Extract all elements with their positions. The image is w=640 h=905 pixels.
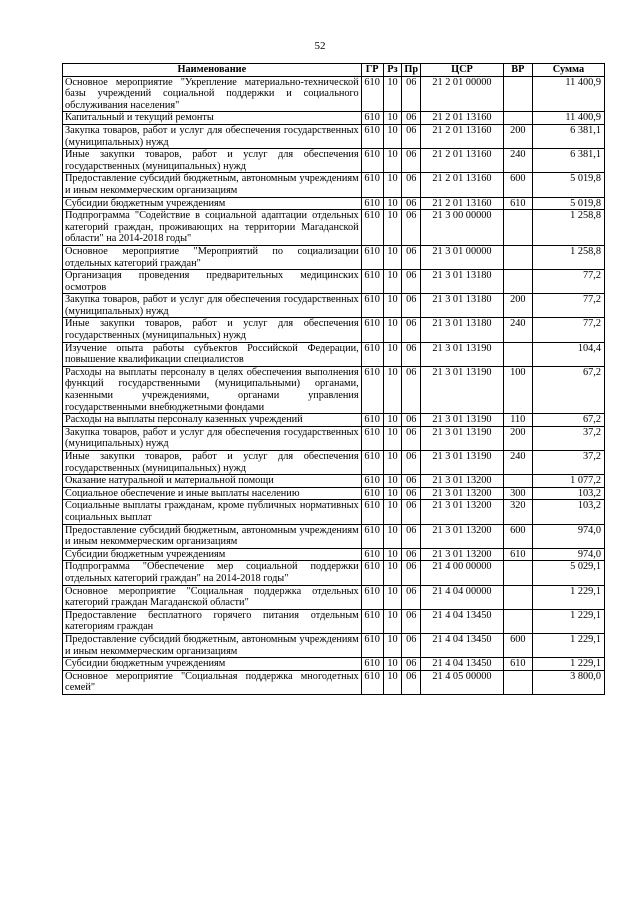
- cell-name: Социальное обеспечение и иные выплаты населению: [63, 487, 362, 500]
- cell-rz: 10: [383, 414, 402, 427]
- cell-rz: 10: [383, 487, 402, 500]
- cell-vr: 610: [503, 197, 532, 210]
- cell-vr: 240: [503, 149, 532, 173]
- cell-pr: 06: [402, 561, 421, 585]
- cell-sum: 1 229,1: [532, 633, 604, 657]
- cell-csr: 21 4 04 13450: [421, 633, 504, 657]
- cell-rz: 10: [383, 294, 402, 318]
- header-name: Наименование: [63, 64, 362, 77]
- table-row: [63, 475, 605, 488]
- cell-csr: 21 3 01 13190: [421, 414, 504, 427]
- cell-sum: 11 400,9: [532, 112, 604, 125]
- cell-rz: 10: [383, 585, 402, 609]
- cell-rz: 10: [383, 124, 402, 148]
- cell-rz: 10: [383, 149, 402, 173]
- cell-sum: 67,2: [532, 414, 604, 427]
- table-row: [63, 366, 605, 413]
- cell-vr: 600: [503, 524, 532, 548]
- page-number: 52: [314, 40, 326, 52]
- table-body: [63, 76, 605, 694]
- cell-gr: 610: [361, 658, 383, 671]
- cell-sum: 1 229,1: [532, 609, 604, 633]
- table-row: [63, 76, 605, 112]
- cell-vr: [503, 475, 532, 488]
- cell-sum: 67,2: [532, 366, 604, 413]
- cell-pr: 06: [402, 112, 421, 125]
- table-row: [63, 414, 605, 427]
- cell-pr: 06: [402, 426, 421, 450]
- cell-sum: 3 800,0: [532, 670, 604, 694]
- cell-name: Предоставление субсидий бюджетным, автономным учреждениям и иным некоммерческим организациям: [63, 633, 362, 657]
- cell-pr: 06: [402, 318, 421, 342]
- cell-pr: 06: [402, 658, 421, 671]
- cell-gr: 610: [361, 585, 383, 609]
- cell-name: Иные закупки товаров, работ и услуг для обеспечения государственных (муниципальных) нужд: [63, 318, 362, 342]
- cell-pr: 06: [402, 366, 421, 413]
- header-pr: Пр: [402, 64, 421, 77]
- cell-sum: 77,2: [532, 294, 604, 318]
- cell-gr: 610: [361, 76, 383, 112]
- table-row: [63, 197, 605, 210]
- cell-gr: 610: [361, 294, 383, 318]
- cell-csr: 21 3 01 13200: [421, 487, 504, 500]
- cell-rz: 10: [383, 366, 402, 413]
- cell-name: Субсидии бюджетным учреждениям: [63, 658, 362, 671]
- cell-vr: [503, 270, 532, 294]
- table-row: [63, 245, 605, 269]
- table-header-row: [63, 64, 605, 77]
- cell-pr: 06: [402, 585, 421, 609]
- table-row: [63, 658, 605, 671]
- cell-name: Закупка товаров, работ и услуг для обеспечения государственных (муниципальных) нужд: [63, 426, 362, 450]
- cell-rz: 10: [383, 451, 402, 475]
- cell-gr: 610: [361, 149, 383, 173]
- header-csr: ЦСР: [421, 64, 504, 77]
- cell-rz: 10: [383, 633, 402, 657]
- cell-vr: [503, 76, 532, 112]
- table-row: [63, 487, 605, 500]
- cell-sum: 5 019,8: [532, 197, 604, 210]
- cell-name: Подпрограмма "Обеспечение мер социальной поддержки отдельных категорий граждан" на 2014-2018 годы": [63, 561, 362, 585]
- header-gr: ГР: [361, 64, 383, 77]
- cell-sum: 5 019,8: [532, 173, 604, 197]
- table-row: [63, 561, 605, 585]
- cell-sum: 6 381,1: [532, 124, 604, 148]
- cell-rz: 10: [383, 475, 402, 488]
- cell-name: Иные закупки товаров, работ и услуг для обеспечения государственных (муниципальных) нужд: [63, 149, 362, 173]
- cell-csr: 21 3 01 00000: [421, 245, 504, 269]
- cell-pr: 06: [402, 633, 421, 657]
- cell-rz: 10: [383, 76, 402, 112]
- cell-pr: 06: [402, 173, 421, 197]
- cell-name: Капитальный и текущий ремонты: [63, 112, 362, 125]
- cell-csr: 21 3 01 13200: [421, 475, 504, 488]
- cell-name: Предоставление субсидий бюджетным, автономным учреждениям и иным некоммерческим организациям: [63, 524, 362, 548]
- cell-vr: [503, 609, 532, 633]
- cell-gr: 610: [361, 270, 383, 294]
- cell-csr: 21 3 01 13190: [421, 366, 504, 413]
- cell-rz: 10: [383, 342, 402, 366]
- table-row: [63, 112, 605, 125]
- cell-pr: 06: [402, 294, 421, 318]
- cell-rz: 10: [383, 500, 402, 524]
- cell-gr: 610: [361, 524, 383, 548]
- table-row: [63, 609, 605, 633]
- cell-sum: 1 229,1: [532, 585, 604, 609]
- cell-vr: 110: [503, 414, 532, 427]
- cell-vr: 610: [503, 658, 532, 671]
- cell-vr: [503, 585, 532, 609]
- cell-gr: 610: [361, 366, 383, 413]
- cell-gr: 610: [361, 414, 383, 427]
- cell-csr: 21 3 01 13200: [421, 524, 504, 548]
- cell-csr: 21 3 01 13180: [421, 318, 504, 342]
- cell-sum: 974,0: [532, 548, 604, 561]
- cell-name: Основное мероприятие "Социальная поддержка отдельных категорий граждан Магаданской области": [63, 585, 362, 609]
- cell-csr: 21 2 01 00000: [421, 76, 504, 112]
- cell-gr: 610: [361, 245, 383, 269]
- table-row: [63, 124, 605, 148]
- table-row: [63, 426, 605, 450]
- cell-gr: 610: [361, 210, 383, 246]
- cell-gr: 610: [361, 342, 383, 366]
- cell-pr: 06: [402, 270, 421, 294]
- cell-pr: 06: [402, 342, 421, 366]
- cell-csr: 21 2 01 13160: [421, 173, 504, 197]
- cell-pr: 06: [402, 609, 421, 633]
- cell-rz: 10: [383, 112, 402, 125]
- table-row: [63, 210, 605, 246]
- cell-pr: 06: [402, 76, 421, 112]
- table-row: [63, 500, 605, 524]
- cell-csr: 21 4 04 13450: [421, 658, 504, 671]
- cell-vr: 600: [503, 173, 532, 197]
- cell-name: Подпрограмма "Содействие в социальной адаптации отдельных категорий граждан, проживающих на территории Магаданской области" на 2014-2018 годы": [63, 210, 362, 246]
- cell-csr: 21 3 01 13180: [421, 270, 504, 294]
- header-sum: Сумма: [532, 64, 604, 77]
- cell-vr: 100: [503, 366, 532, 413]
- cell-pr: 06: [402, 210, 421, 246]
- cell-pr: 06: [402, 197, 421, 210]
- cell-sum: 104,4: [532, 342, 604, 366]
- cell-csr: 21 3 00 00000: [421, 210, 504, 246]
- cell-pr: 06: [402, 500, 421, 524]
- cell-csr: 21 2 01 13160: [421, 197, 504, 210]
- cell-vr: 200: [503, 294, 532, 318]
- table-row: [63, 670, 605, 694]
- cell-name: Предоставление субсидий бюджетным, автономным учреждениям и иным некоммерческим организациям: [63, 173, 362, 197]
- cell-vr: 610: [503, 548, 532, 561]
- cell-gr: 610: [361, 475, 383, 488]
- cell-csr: 21 3 01 13190: [421, 426, 504, 450]
- cell-csr: 21 3 01 13190: [421, 451, 504, 475]
- cell-sum: 6 381,1: [532, 149, 604, 173]
- table-row: [63, 342, 605, 366]
- cell-gr: 610: [361, 609, 383, 633]
- cell-rz: 10: [383, 318, 402, 342]
- table-row: [63, 270, 605, 294]
- cell-csr: 21 2 01 13160: [421, 124, 504, 148]
- cell-vr: 300: [503, 487, 532, 500]
- cell-csr: 21 2 01 13160: [421, 112, 504, 125]
- cell-gr: 610: [361, 500, 383, 524]
- cell-vr: 200: [503, 124, 532, 148]
- cell-gr: 610: [361, 487, 383, 500]
- budget-table: [62, 63, 605, 695]
- cell-pr: 06: [402, 245, 421, 269]
- cell-name: Расходы на выплаты персоналу казенных учреждений: [63, 414, 362, 427]
- cell-gr: 610: [361, 124, 383, 148]
- cell-gr: 610: [361, 318, 383, 342]
- cell-vr: [503, 210, 532, 246]
- cell-rz: 10: [383, 270, 402, 294]
- cell-rz: 10: [383, 561, 402, 585]
- cell-csr: 21 3 01 13190: [421, 342, 504, 366]
- cell-pr: 06: [402, 670, 421, 694]
- cell-gr: 610: [361, 548, 383, 561]
- cell-gr: 610: [361, 633, 383, 657]
- table-row: [63, 149, 605, 173]
- cell-gr: 610: [361, 173, 383, 197]
- cell-pr: 06: [402, 414, 421, 427]
- header-vr: ВР: [503, 64, 532, 77]
- cell-name: Социальные выплаты гражданам, кроме публичных нормативных социальных выплат: [63, 500, 362, 524]
- cell-csr: 21 4 00 00000: [421, 561, 504, 585]
- cell-pr: 06: [402, 475, 421, 488]
- table-row: [63, 318, 605, 342]
- table-row: [63, 585, 605, 609]
- cell-vr: 600: [503, 633, 532, 657]
- cell-vr: [503, 342, 532, 366]
- cell-sum: 77,2: [532, 318, 604, 342]
- cell-name: Расходы на выплаты персоналу в целях обеспечения выполнения функций государственными (муниципальными) органами, казенными учреждениями, органами управления государственными внебюджетными фондами: [63, 366, 362, 413]
- cell-pr: 06: [402, 548, 421, 561]
- cell-name: Оказание натуральной и материальной помощи: [63, 475, 362, 488]
- cell-gr: 610: [361, 426, 383, 450]
- cell-sum: 37,2: [532, 426, 604, 450]
- cell-gr: 610: [361, 670, 383, 694]
- cell-rz: 10: [383, 210, 402, 246]
- header-rz: Рз: [383, 64, 402, 77]
- cell-csr: 21 3 01 13200: [421, 500, 504, 524]
- table-row: [63, 548, 605, 561]
- cell-vr: [503, 245, 532, 269]
- cell-name: Иные закупки товаров, работ и услуг для обеспечения государственных (муниципальных) нужд: [63, 451, 362, 475]
- cell-gr: 610: [361, 451, 383, 475]
- cell-name: Предоставление бесплатного горячего питания отдельным категориям граждан: [63, 609, 362, 633]
- cell-sum: 77,2: [532, 270, 604, 294]
- table-row: [63, 173, 605, 197]
- cell-name: Организация проведения предварительных медицинских осмотров: [63, 270, 362, 294]
- cell-rz: 10: [383, 524, 402, 548]
- cell-rz: 10: [383, 197, 402, 210]
- cell-sum: 1 077,2: [532, 475, 604, 488]
- cell-pr: 06: [402, 124, 421, 148]
- cell-pr: 06: [402, 524, 421, 548]
- table-row: [63, 294, 605, 318]
- cell-sum: 103,2: [532, 500, 604, 524]
- cell-vr: 240: [503, 451, 532, 475]
- cell-vr: 320: [503, 500, 532, 524]
- cell-name: Субсидии бюджетным учреждениям: [63, 548, 362, 561]
- cell-sum: 103,2: [532, 487, 604, 500]
- cell-sum: 1 229,1: [532, 658, 604, 671]
- cell-sum: 974,0: [532, 524, 604, 548]
- cell-gr: 610: [361, 197, 383, 210]
- cell-sum: 1 258,8: [532, 245, 604, 269]
- cell-name: Закупка товаров, работ и услуг для обеспечения государственных (муниципальных) нужд: [63, 294, 362, 318]
- cell-name: Субсидии бюджетным учреждениям: [63, 197, 362, 210]
- table-row: [63, 524, 605, 548]
- cell-sum: 1 258,8: [532, 210, 604, 246]
- cell-csr: 21 3 01 13200: [421, 548, 504, 561]
- cell-pr: 06: [402, 451, 421, 475]
- cell-csr: 21 4 04 00000: [421, 585, 504, 609]
- cell-rz: 10: [383, 658, 402, 671]
- cell-rz: 10: [383, 245, 402, 269]
- cell-csr: 21 4 05 00000: [421, 670, 504, 694]
- table-row: [63, 633, 605, 657]
- cell-pr: 06: [402, 487, 421, 500]
- cell-name: Основное мероприятие "Мероприятий по социализации отдельных категорий граждан": [63, 245, 362, 269]
- table-row: [63, 451, 605, 475]
- cell-vr: [503, 670, 532, 694]
- cell-vr: [503, 112, 532, 125]
- cell-vr: 240: [503, 318, 532, 342]
- cell-sum: 37,2: [532, 451, 604, 475]
- cell-sum: 5 029,1: [532, 561, 604, 585]
- cell-csr: 21 3 01 13180: [421, 294, 504, 318]
- cell-name: Основное мероприятие "Социальная поддержка многодетных семей": [63, 670, 362, 694]
- cell-rz: 10: [383, 548, 402, 561]
- cell-vr: [503, 561, 532, 585]
- cell-pr: 06: [402, 149, 421, 173]
- cell-sum: 11 400,9: [532, 76, 604, 112]
- cell-gr: 610: [361, 112, 383, 125]
- cell-name: Изучение опыта работы субъектов Российской Федерации, повышение квалификации специалистов: [63, 342, 362, 366]
- cell-gr: 610: [361, 561, 383, 585]
- cell-name: Закупка товаров, работ и услуг для обеспечения государственных (муниципальных) нужд: [63, 124, 362, 148]
- cell-rz: 10: [383, 609, 402, 633]
- cell-csr: 21 2 01 13160: [421, 149, 504, 173]
- cell-vr: 200: [503, 426, 532, 450]
- cell-rz: 10: [383, 670, 402, 694]
- cell-name: Основное мероприятие "Укрепление материально-технической базы учреждений социальной поддержки и социального обслуживания населения": [63, 76, 362, 112]
- cell-rz: 10: [383, 426, 402, 450]
- cell-rz: 10: [383, 173, 402, 197]
- cell-csr: 21 4 04 13450: [421, 609, 504, 633]
